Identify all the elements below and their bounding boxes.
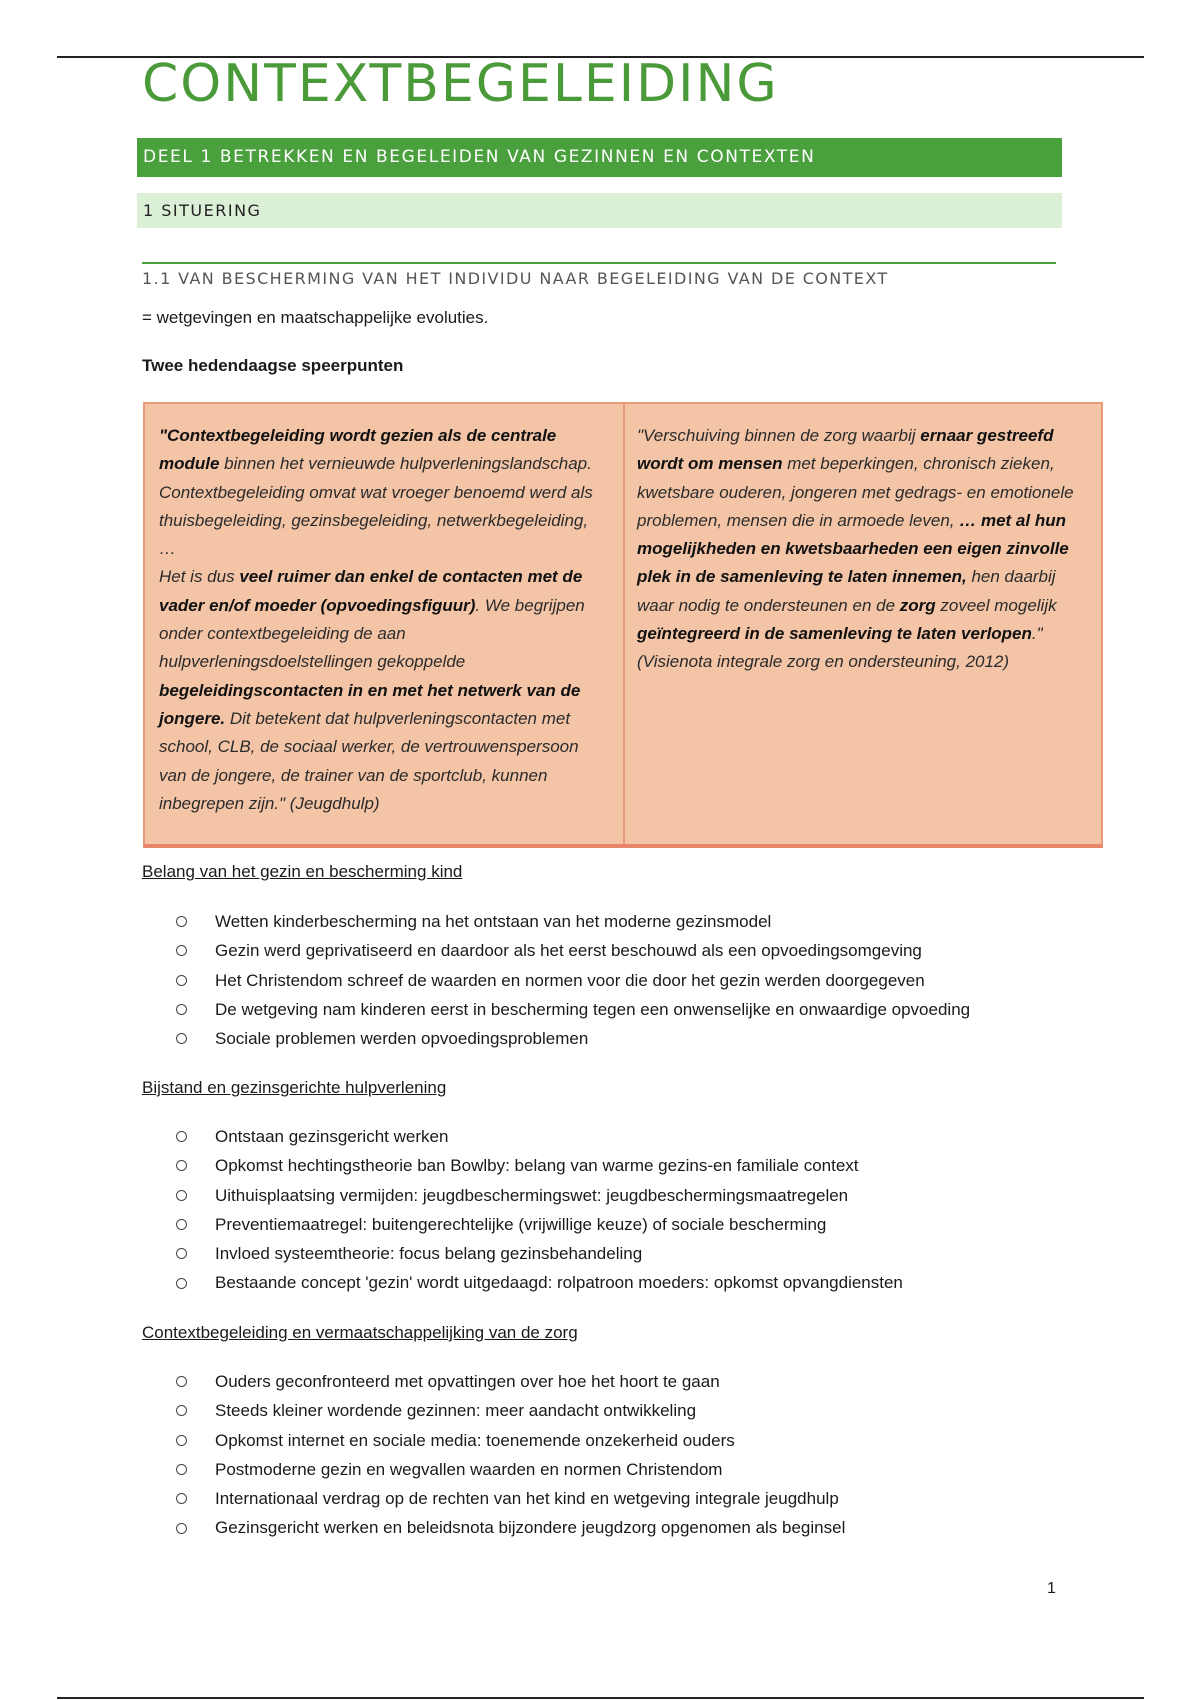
list-item: Internationaal verdrag op de rechten van het kind en wetgeving integrale jeugdhulp <box>176 1484 845 1513</box>
circle-bullet-icon <box>176 1131 187 1142</box>
list-item: Opkomst internet en sociale media: toenemende onzekerheid ouders <box>176 1426 845 1455</box>
speerpunten-label: Twee hedendaagse speerpunten <box>142 356 404 375</box>
list-item: Gezinsgericht werken en beleidsnota bijzondere jeugdzorg opgenomen als beginsel <box>176 1513 845 1542</box>
quote-left: "Contextbegeleiding wordt gezien als de centrale module binnen het vernieuwde hulpverleningslandschap. Contextbegeleiding omvat wat vroeger benoemd werd als thuisbegeleiding, gezinsbegeleiding, netwerkbegeleiding, … Het is dus veel ruimer dan enkel de contacten met de vader en/of moeder (opvoedingsfiguur). We begrijpen onder contextbegeleiding de aan hulpverleningsdoelstellingen gekoppelde begeleidingscontacten in en met het netwerk van de jongere. Dit betekent dat hulpverleningscontacten met school, CLB, de sociaal werker, de vertrouwenspersoon van de jongere, de trainer van de sportclub, kunnen inbegrepen zijn." (Jeugdhulp) <box>159 426 593 813</box>
list-item: Het Christendom schreef de waarden en normen voor die door het gezin werden doorgegeven <box>176 966 970 995</box>
list-item: Preventiemaatregel: buitengerechtelijke (vrijwillige keuze) of sociale bescherming <box>176 1210 903 1239</box>
bottom-rule <box>57 1697 1144 1699</box>
list-item: Opkomst hechtingstheorie ban Bowlby: belang van warme gezins-en familiale context <box>176 1151 903 1180</box>
group3-list <box>176 1367 845 1543</box>
quote-box <box>143 402 1103 848</box>
list-item: De wetgeving nam kinderen eerst in bescherming tegen een onwenselijke en onwaardige opvoeding <box>176 995 970 1024</box>
circle-bullet-icon <box>176 975 187 986</box>
list-item: Sociale problemen werden opvoedingsproblemen <box>176 1024 970 1053</box>
list-item: Ontstaan gezinsgericht werken <box>176 1122 903 1151</box>
circle-bullet-icon <box>176 1405 187 1416</box>
circle-bullet-icon <box>176 945 187 956</box>
circle-bullet-icon <box>176 1190 187 1201</box>
list-item: Invloed systeemtheorie: focus belang gezinsbehandeling <box>176 1239 903 1268</box>
list-item: Postmoderne gezin en wegvallen waarden en normen Christendom <box>176 1455 845 1484</box>
circle-bullet-icon <box>176 1033 187 1044</box>
circle-bullet-icon <box>176 1160 187 1171</box>
circle-bullet-icon <box>176 1435 187 1446</box>
group1-list <box>176 907 970 1053</box>
quote-divider <box>623 404 625 844</box>
part-heading: DEEL 1 BETREKKEN EN BEGELEIDEN VAN GEZINNEN EN CONTEXTEN <box>137 138 1062 177</box>
group2-list <box>176 1122 903 1298</box>
list-item: Ouders geconfronteerd met opvattingen over hoe het hoort te gaan <box>176 1367 845 1396</box>
circle-bullet-icon <box>176 1248 187 1259</box>
group1-heading: Belang van het gezin en bescherming kind <box>142 862 463 881</box>
circle-bullet-icon <box>176 1376 187 1387</box>
circle-bullet-icon <box>176 1278 187 1289</box>
subsection-rule <box>142 262 1056 264</box>
circle-bullet-icon <box>176 1219 187 1230</box>
subsection-heading: 1.1 VAN BESCHERMING VAN HET INDIVIDU NAAR BEGELEIDING VAN DE CONTEXT <box>142 269 889 288</box>
group3-heading: Contextbegeleiding en vermaatschappelijking van de zorg <box>142 1323 578 1342</box>
circle-bullet-icon <box>176 1004 187 1015</box>
circle-bullet-icon <box>176 1464 187 1475</box>
list-item: Uithuisplaatsing vermijden: jeugdbeschermingswet: jeugdbeschermingsmaatregelen <box>176 1181 903 1210</box>
document-title: CONTEXTBEGELEIDING <box>142 54 779 114</box>
list-item: Wetten kinderbescherming na het ontstaan van het moderne gezinsmodel <box>176 907 970 936</box>
page-number: 1 <box>1047 1580 1056 1597</box>
list-item: Steeds kleiner wordende gezinnen: meer aandacht ontwikkeling <box>176 1396 845 1425</box>
circle-bullet-icon <box>176 1493 187 1504</box>
quote-right: "Verschuiving binnen de zorg waarbij ernaar gestreefd wordt om mensen met beperkingen, chronisch zieken, kwetsbare ouderen, jongeren met gedrags- en emotionele problemen, mensen die in armoede leven, … met al hun mogelijkheden en kwetsbaarheden een eigen zinvolle plek in de samenleving te laten innemen, hen daarbij waar nodig te ondersteunen en de zorg zoveel mogelijk geïntegreerd in de samenleving te laten verlopen." (Visienota integrale zorg en ondersteuning, 2012) <box>637 426 1074 672</box>
circle-bullet-icon <box>176 916 187 927</box>
intro-line: = wetgevingen en maatschappelijke evoluties. <box>142 308 489 327</box>
section-heading: 1 SITUERING <box>137 193 1062 228</box>
group2-heading: Bijstand en gezinsgerichte hulpverlening <box>142 1078 447 1097</box>
list-item: Bestaande concept 'gezin' wordt uitgedaagd: rolpatroon moeders: opkomst opvangdiensten <box>176 1268 903 1297</box>
circle-bullet-icon <box>176 1523 187 1534</box>
list-item: Gezin werd geprivatiseerd en daardoor als het eerst beschouwd als een opvoedingsomgeving <box>176 936 970 965</box>
